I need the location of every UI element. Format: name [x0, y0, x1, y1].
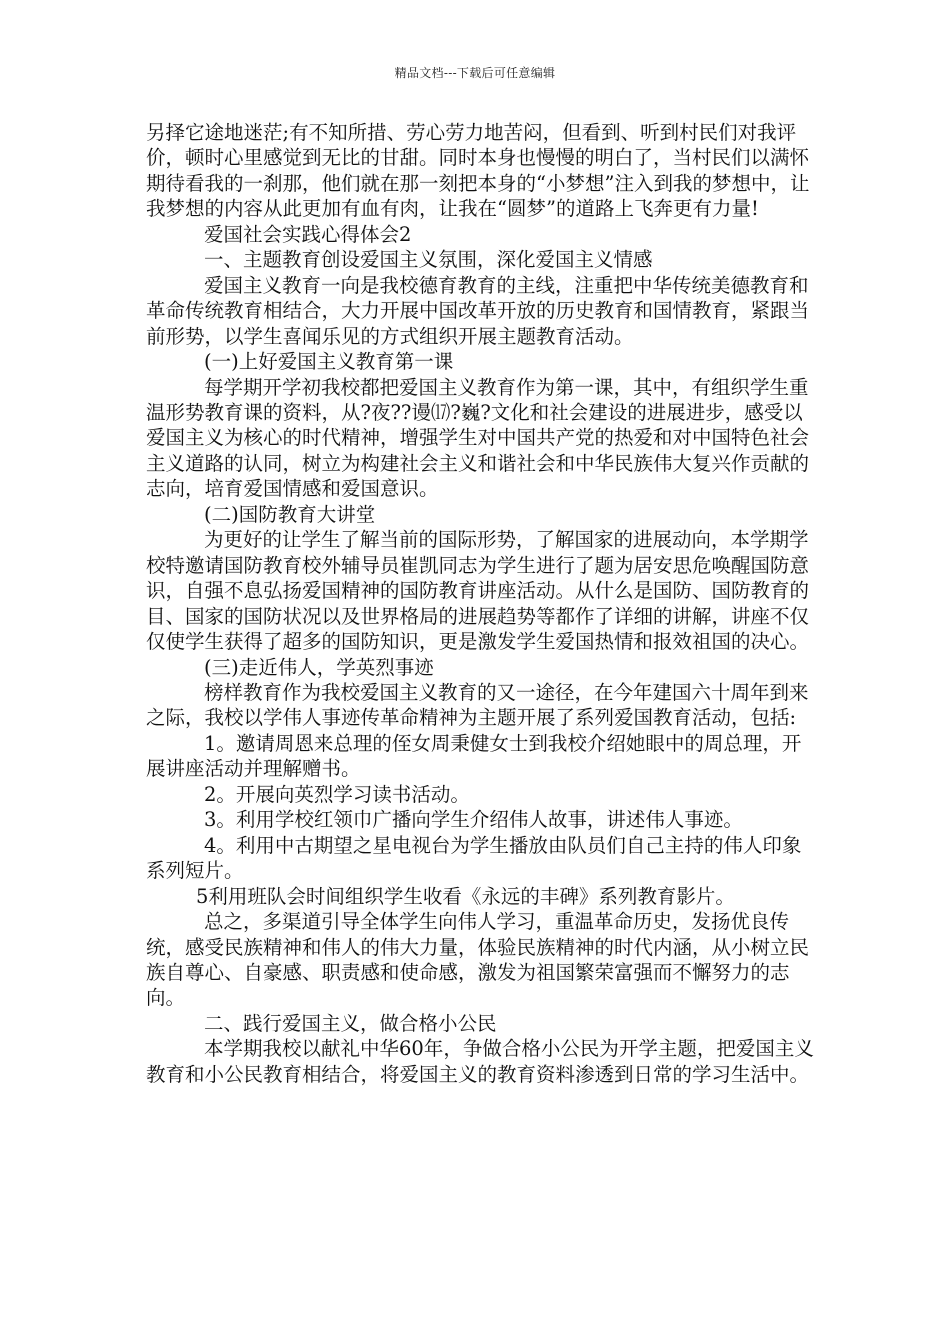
- paragraph: 爱国主义教育一向是我校德育教育的主线，注重把中华传统美德教育和革命传统教育相结合，大力开展中国改革开放的历史教育和国情教育，紧跟当前形势，以学生喜闻乐见的方式组织开展主题教育活动。: [146, 273, 810, 348]
- document-body: [146, 120, 814, 1087]
- list-item: 3。利用学校红领巾广播向学生介绍伟人故事，讲述伟人事迹。: [204, 808, 743, 832]
- heading-two: 二、践行爱国主义，做合格小公民: [204, 1011, 497, 1035]
- list-item: 5利用班队会时间组织学生收看《永远的丰碑》系列教育影片。: [196, 884, 735, 908]
- paragraph: 本学期我校以献礼中华60年，争做合格小公民为开学主题，把爱国主义教育和小公民教育相结合，将爱国主义的教育资料渗透到日常的学习生活中。: [146, 1037, 814, 1086]
- paragraph-continuation: 另择它途地迷茫;有不知所措、劳心劳力地苦闷，但看到、听到村民们对我评价，顿时心里感觉到无比的甘甜。同时本身也慢慢的明白了，当村民们以满怀期待看我的一刹那，他们就在那一刻把本身的“小梦想”注入到我的梦想中，让我梦想的内容从此更加有血有肉，让我在“圆梦”的道路上飞奔更有力量!: [146, 121, 810, 221]
- subheading-first-lesson: (一)上好爱国主义教育第一课: [204, 350, 454, 374]
- paragraph: 为更好的让学生了解当前的国际形势，了解国家的进展动向，本学期学校特邀请国防教育校外辅导员崔凯同志为学生进行了题为居安思危唤醒国防意识，自强不息弘扬爱国精神的国防教育讲座活动。从什么是国防、国防教育的目、国家的国防状况以及世界格局的进展趋势等都作了详细的讲解，讲座不仅仅使学生获得了超多的国防知识，更是激发学生爱国热情和报效祖国的决心。: [146, 528, 810, 654]
- list-item: 4。利用中古期望之星电视台为学生播放由队员们自己主持的伟人印象系列短片。: [146, 833, 802, 883]
- heading-one: 一、主题教育创设爱国主义氛围，深化爱国主义情感: [204, 248, 653, 272]
- paragraph-summary: 总之，多渠道引导全体学生向伟人学习，重温革命历史，发扬优良传统，感受民族精神和伟人的伟大力量，体验民族精神的时代内涵，从小树立民族自尊心、自豪感、职责感和使命感，激发为祖国繁荣富强而不懈努力的志向。: [146, 910, 810, 1010]
- list-item: 2。开展向英烈学习读书活动。: [204, 782, 470, 806]
- paragraph: 榜样教育作为我校爱国主义教育的又一途径，在今年建国六十周年到来之际，我校以学伟人事迹传革命精神为主题开展了系列爱国教育活动，包括:: [146, 680, 809, 730]
- page-header: 精品文档---下载后可任意编辑: [394, 66, 556, 80]
- subheading-great-people: (三)走近伟人，学英烈事迹: [204, 655, 434, 679]
- section-title: 爱国社会实践心得体会2: [204, 222, 412, 246]
- list-item: 1。邀请周恩来总理的侄女周秉健女士到我校介绍她眼中的周总理，开展讲座活动并理解赠书。: [146, 731, 802, 781]
- subheading-defense-lecture: (二)国防教育大讲堂: [204, 502, 376, 526]
- paragraph: 每学期开学初我校都把爱国主义教育作为第一课，其中，有组织学生重温形势教育课的资料，从?夜??谩⒄?巍?文化和社会建设的进展进步，感受以爱国主义为核心的时代精神，增强学生对中国共产党的热爱和对中国特色社会主义道路的认同，树立为构建社会主义和谐社会和中华民族伟大复兴作贡献的志向，培育爱国情感和爱国意识。: [146, 375, 810, 501]
